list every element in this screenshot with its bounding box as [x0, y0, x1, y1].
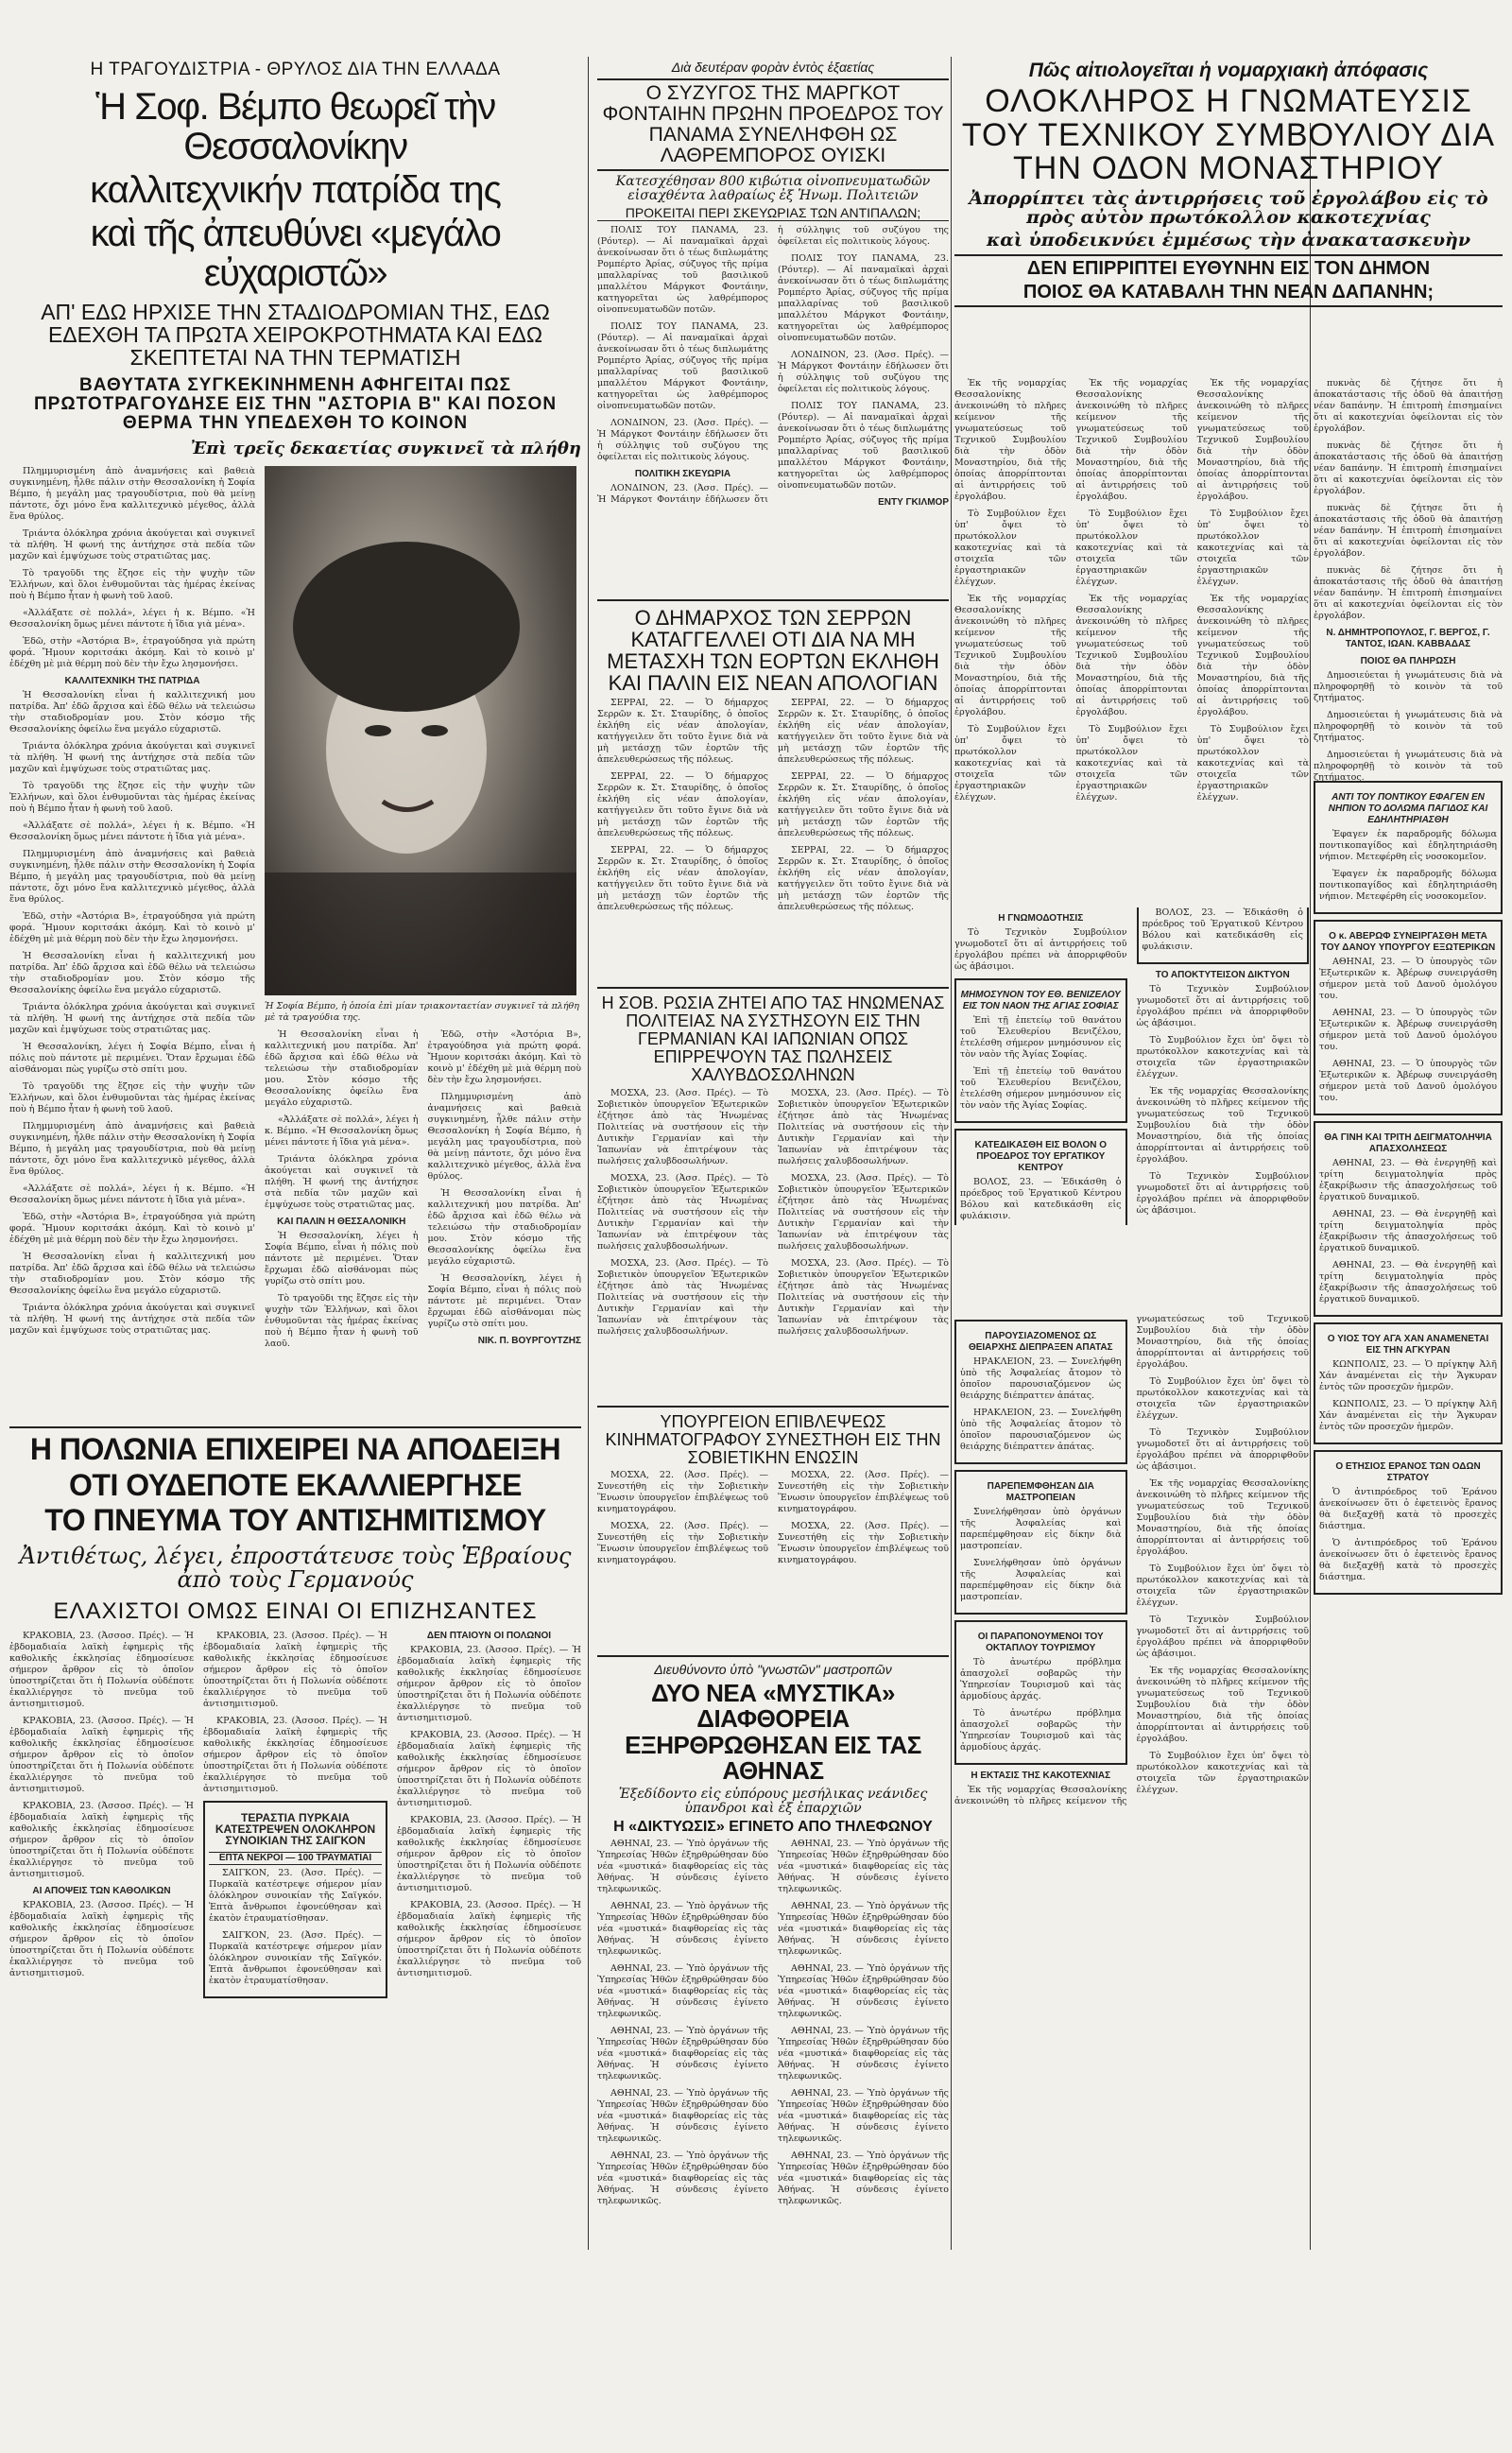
paragraph: ΜΟΣΧΑ, 23. (Ἀσσ. Πρές). — Τὸ Σοβιετικὸν ὑπουργεῖον Ἐξωτερικῶν ἐζήτησε ἀπὸ τὰς Ἡνωμένας Πολιτείας νὰ συστήσουν εἰς τὴν Δυτικὴν Γερμανίαν καὶ τὴν Ἰαπωνίαν νὰ ἐπιτρέψουν τὰς πωλήσεις χαλυβδοσωλήνων.: [778, 1257, 949, 1337]
paragraph: Τὸ Συμβούλιον ἔχει ὑπ' ὄψει τὸ πρωτόκολλον κακοτεχνίας καὶ τὰ στοιχεῖα τῶν ἐργαστηριακῶν ἐλέγχων.: [1136, 1035, 1309, 1080]
paragraph: «Ἀλλάξατε σὲ πολλά», λέγει ἡ κ. Βέμπο. «Ἡ Θεσσαλονίκη ὅμως μένει πάντοτε ἡ ἴδια γιὰ μένα».: [9, 1183, 255, 1206]
paragraph: Συνελήφθησαν ὑπὸ ὀργάνων τῆς Ἀσφαλείας καὶ παρεπέμφθησαν εἰς δίκην διὰ μαστροπείαν.: [960, 1558, 1122, 1602]
paragraph: Ἐκ τῆς νομαρχίας Θεσσαλονίκης ἀνεκοινώθη τὸ πλῆρες κείμενον τῆς γνωματεύσεως τοῦ Τεχνικοῦ Συμβουλίου διὰ τὴν ὁδὸν Μοναστηρίου, διὰ τῆς ὁποίας ἀπορρίπτονται αἱ ἀντιρρήσεις τοῦ ἐργολάβου.: [1075, 378, 1188, 502]
paragraph: πυκνὰς δὲ ζήτησε ὅτι ἡ ἀποκατάστασις τῆς ὁδοῦ θὰ ἀπαιτήσῃ νέαν δαπάνην. Ἡ ἐπιτροπὴ ἐπισημαίνει ὅτι αἱ κακοτεχνίαι ὀφείλονται εἰς τὸν ἐργολάβον.: [1314, 378, 1503, 434]
paragraph: Ἐπὶ τῇ ἐπετείῳ τοῦ θανάτου τοῦ Ἐλευθερίου Βενιζέλου, ἐτελέσθη σήμερον μνημόσυνον εἰς τὸν ναὸν τῆς Ἁγίας Σοφίας.: [960, 1066, 1122, 1111]
subhead: Η ΓΝΩΜΟΔΟΤΗΣΙΣ: [998, 913, 1084, 924]
column-right: [1314, 378, 1503, 1600]
paragraph: ΗΡΑΚΛΕΙΟΝ, 23. — Συνελήφθη ὑπὸ τῆς Ἀσφαλείας ἄτομον τὸ ὁποῖον παρουσιαζόμενον ὡς θειάρχης διέπραττεν ἀπάτας.: [960, 1408, 1122, 1452]
paragraph: Τὸ Τεχνικὸν Συμβούλιον γνωμοδοτεῖ ὅτι αἱ ἀντιρρήσεις τοῦ ἐργολάβου πρέπει νὰ ἀπορριφθοῦν ὡς ἀβάσιμοι.: [954, 927, 1127, 972]
paragraph: Ἐδῶ, στὴν «Ἀστόρια Β», ἐτραγούδησα γιὰ πρώτη φορά. Ἤμουν κοριτσάκι ἀκόμη. Καὶ τὸ κοινὸ μ' ἐδέχθη μὲ μιὰ θέρμη ποὺ δὲν τὴν ἔχω λησμονήσει.: [9, 1212, 255, 1246]
paragraph: Τὸ Συμβούλιον ἔχει ὑπ' ὄψει τὸ πρωτόκολλον κακοτεχνίας καὶ τὰ στοιχεῖα τῶν ἐργαστηριακῶν ἐλέγχων.: [954, 724, 1067, 803]
serres-article: [597, 698, 949, 981]
paragraph: ΑΘΗΝΑΙ, 23. — Ὑπὸ ὀργάνων τῆς Ὑπηρεσίας Ἠθῶν ἐξηρθρώθησαν δύο νέα «μυστικά» διαφθορείας εἰς τὰς Ἀθήνας. Ἡ σύνδεσις ἐγίνετο τηλεφωνικῶς.: [597, 2088, 768, 2145]
saigon-box: [203, 1801, 387, 1998]
monastiriou-deck-1: Ἀπορρίπτει τὰς ἀντιρρήσεις τοῦ ἐργολάβου εἰς τὸ πρὸς αὐτὸν πρωτόκολλον κακοτεχνίας: [969, 188, 1488, 229]
heraklion-headline: ΠΑΡΟΥΣΙΑΖΟΜΕΝΟΣ ΩΣ ΘΕΙΑΡΧΗΣ ΔΙΕΠΡΑΞΕΝ ΑΠΑΤΑΣ: [968, 1331, 1113, 1353]
paragraph: ΜΟΣΧΑ, 22. (Ἀσσ. Πρές). — Συνεστήθη εἰς τὴν Σοβιετικὴν Ἕνωσιν ὑπουργεῖον ἐπιβλέψεως τοῦ κινηματογράφου.: [778, 1470, 949, 1515]
paragraph: Τὸ Τεχνικὸν Συμβούλιον γνωμοδοτεῖ ὅτι αἱ ἀντιρρήσεις τοῦ ἐργολάβου πρέπει νὰ ἀπορριφθοῦν ὡς ἀβάσιμοι.: [1136, 1171, 1309, 1216]
paragraph: Τριάντα ὁλόκληρα χρόνια ἀκούγεται καὶ συγκινεῖ τὰ πλήθη. Ἡ φωνή της ἀντήχησε στὰ πεδία τῶν μαχῶν καὶ ἐμψύχωσε τοὺς στρατιῶτας μας.: [9, 1303, 255, 1337]
paragraph: Τριάντα ὁλόκληρα χρόνια ἀκούγεται καὶ συγκινεῖ τὰ πλήθη. Ἡ φωνή της ἀντήχησε στὰ πεδία τῶν μαχῶν καὶ ἐμψύχωσε τοὺς στρατιῶτας μας.: [9, 528, 255, 562]
paragraph: ΚΩΝΠΟΛΙΣ, 23. — Ὁ πρίγκηψ Ἀλῆ Χάν ἀναμένεται εἰς τὴν Ἄγκυραν ἐντὸς τῶν προσεχῶν ἡμερῶν.: [1319, 1399, 1497, 1432]
poland-headline-3: ΤΟ ΠΝΕΥΜΑ ΤΟΥ ΑΝΤΙΣΗΜΙΤΙΣΜΟΥ: [44, 1503, 546, 1538]
paragraph: ΑΘΗΝΑΙ, 23. — Θὰ ἐνεργηθῇ καὶ τρίτη δειγματοληψία πρὸς ἐξακρίβωσιν τῆς ἀπασχολήσεως τοῦ ἐργατικοῦ δυναμικοῦ.: [1319, 1209, 1497, 1253]
russia-headline: Η ΣΟΒ. ΡΩΣΙΑ ΖΗΤΕΙ ΑΠΟ ΤΑΣ ΗΝΩΜΕΝΑΣ ΠΟΛΙΤΕΙΑΣ ΝΑ ΣΥΣΤΗΣΟΥΝ ΕΙΣ ΤΗΝ ΓΕΡΜΑΝΙΑΝ ΚΑΙ ΙΑΠΩΝΙΑΝ ΟΠΩΣ ΕΠΙΡΡΕΨΟΥΝ ΤΑΣ ΠΩΛΗΣΕΙΣ ΧΑΛΥΒΔΟΣΩΛΗΝΩΝ: [601, 993, 945, 1084]
paragraph: Ἐπὶ τῇ ἐπετείῳ τοῦ θανάτου τοῦ Ἐλευθερίου Βενιζέλου, ἐτελέσθη σήμερον μνημόσυνον εἰς τὸν ναὸν τῆς Ἁγίας Σοφίας.: [960, 1015, 1122, 1060]
pontic-headline: ΑΝΤΙ ΤΟΥ ΠΟΝΤΙΚΟΥ ΕΦΑΓΕΝ ΕΝ ΝΗΠΙΟΝ ΤΟ ΔΟΛΩΜΑ ΠΑΓΙΔΟΣ ΚΑΙ ΕΔΗΛΗΤΗΡΙΑΣΘΗ: [1328, 792, 1488, 825]
column-monastiriou-body: [954, 378, 1309, 2221]
paragraph: Ἡ Θεσσαλονίκη, λέγει ἡ Σοφία Βέμπο, εἶναι ἡ πόλις ποὺ πάντοτε μὲ περιμένει. Ὅταν ἔρχωμαι ἐδῶ αἰσθάνομαι πὼς γυρίζω στὸ σπίτι μου.: [265, 1231, 419, 1287]
paragraph: ΑΘΗΝΑΙ, 23. — Ὑπὸ ὀργάνων τῆς Ὑπηρεσίας Ἠθῶν ἐξηρθρώθησαν δύο νέα «μυστικά» διαφθορείας εἰς τὰς Ἀθήνας. Ἡ σύνδεσις ἐγίνετο τηλεφωνικῶς.: [597, 1901, 768, 1958]
vembo-body-left: [9, 466, 255, 1342]
poland-headline-1: Η ΠΟΛΩΝΙΑ ΕΠΙΧΕΙΡΕΙ ΝΑ ΑΠΟΔΕΙΞΗ: [29, 1432, 561, 1467]
monastiriou-headline: ΟΛΟΚΛΗΡΟΣ Η ΓΝΩΜΑΤΕΥΣΙΣ ΤΟΥ ΤΕΧΝΙΚΟΥ ΣΥΜΒΟΥΛΙΟΥ ΔΙΑ ΤΗΝ ΟΔΟΝ ΜΟΝΑΣΤΗΡΙΟΥ: [961, 83, 1496, 187]
search-headline: ΘΑ ΓΙΝΗ ΚΑΙ ΤΡΙΤΗ ΔΕΙΓΜΑΤΟΛΗΨΙΑ ΑΠΑΣΧΟΛΗΣΕΩΣ: [1324, 1132, 1492, 1154]
paragraph: ΜΟΣΧΑ, 23. (Ἀσσ. Πρές). — Τὸ Σοβιετικὸν ὑπουργεῖον Ἐξωτερικῶν ἐζήτησε ἀπὸ τὰς Ἡνωμένας Πολιτείας νὰ συστήσουν εἰς τὴν Δυτικὴν Γερμανίαν καὶ τὴν Ἰαπωνίαν νὰ ἐπιτρέψουν τὰς πωλήσεις χαλυβδοσωλήνων.: [597, 1257, 768, 1337]
paragraph: Ἐκ τῆς νομαρχίας Θεσσαλονίκης ἀνεκοινώθη τὸ πλῆρες κείμενον τῆς γνωματεύσεως τοῦ Τεχνικοῦ Συμβουλίου διὰ τὴν ὁδὸν Μοναστηρίου, διὰ τῆς ὁποίας ἀπορρίπτονται αἱ ἀντιρρήσεις τοῦ ἐργολάβου.: [954, 1314, 1309, 1806]
vembo-body-right: [265, 1029, 581, 1352]
column-divider: [588, 57, 589, 2250]
paragraph: Τὸ ἀνωτέρω πρόβλημα ἀπασχολεῖ σοβαρῶς τὴν Ὑπηρεσίαν Τουρισμοῦ καὶ τὰς ἀρμοδίους ἀρχάς.: [960, 1657, 1122, 1702]
panama-headline: Ο ΣΥΖΥΓΟΣ ΤΗΣ ΜΑΡΓΚΟΤ ΦΟΝΤΑΙΗΝ ΠΡΩΗΝ ΠΡΟΕΔΡΟΣ ΤΟΥ ΠΑΝΑΜΑ ΣΥΝΕΛΗΦΘΗ ΩΣ ΛΑΘΡΕΜΠΟΡΟΣ ΟΥΙΣΚΙ: [597, 78, 949, 171]
paragraph: ΣΕΡΡΑΙ, 22. — Ὁ δήμαρχος Σερρῶν κ. Στ. Σταυρίδης, ὁ ὁποῖος ἐκλήθη εἰς νέαν ἀπολογίαν, κατήγγειλεν ὅτι τοῦτο ἔγινε διὰ νὰ μὴ μετάσχῃ τῶν ἑορτῶν τῆς ἀπελευθερώσεως τῆς πόλεως.: [597, 771, 768, 839]
paragraph: Ἐδῶ, στὴν «Ἀστόρια Β», ἐτραγούδησα γιὰ πρώτη φορά. Ἤμουν κοριτσάκι ἀκόμη. Καὶ τὸ κοινὸ μ' ἐδέχθη μὲ μιὰ θέρμη ποὺ δὲν τὴν ἔχω λησμονήσει.: [427, 1029, 581, 1086]
volos-headline: ΚΑΤΕΔΙΚΑΣΘΗ ΕΙΣ ΒΟΛΟΝ Ο ΠΡΟΕΔΡΟΣ ΤΟΥ ΕΡΓΑΤΙΚΟΥ ΚΕΝΤΡΟΥ: [974, 1140, 1107, 1173]
poland-article: [9, 1631, 581, 2160]
paragraph: Τὸ τραγοῦδι της ἔζησε εἰς τὴν ψυχὴν τῶν Ἑλλήνων, καὶ ὅλοι ἐνθυμοῦνται τὰς ἡμέρας ἐκείνας ποὺ ἡ Βέμπο ἦταν ἡ φωνὴ τοῦ λαοῦ.: [265, 1293, 419, 1350]
paragraph: ΜΟΣΧΑ, 22. (Ἀσσ. Πρές). — Συνεστήθη εἰς τὴν Σοβιετικὴν Ἕνωσιν ὑπουργεῖον ἐπιβλέψεως τοῦ κινηματογράφου.: [597, 1470, 768, 1515]
paragraph: ΚΡΑΚΟΒΙΑ, 23. (Ἀσσοσ. Πρές). — Ἡ ἑβδομαδιαία λαϊκὴ ἐφημερὶς τῆς καθολικῆς ἐκκλησίας ἐδημοσίευσε σήμερον ἄρθρον εἰς τὸ ὁποῖον ὑποστηρίζεται ὅτι ἡ Πολωνία οὐδέποτε ἐκαλλιέργησε τὸ πνεῦμα τοῦ ἀντισημιτισμοῦ.: [9, 1716, 194, 1795]
subhead: ΚΑΙ ΠΑΛΙΝ Η ΘΕΣΣΑΛΟΝΙΚΗ: [277, 1217, 406, 1228]
paragraph: Ἡ Θεσσαλονίκη εἶναι ἡ καλλιτεχνική μου πατρίδα. Ἀπ' ἐδῶ ἄρχισα καὶ ἐδῶ θέλω νὰ τελειώσω τὴν σταδιοδρομίαν μου. Στὸν κόσμο τῆς Θεσσαλονίκης ὀφείλω ἕνα μεγάλο εὐχαριστῶ.: [427, 1188, 581, 1268]
paragraph: «Ἀλλάξατε σὲ πολλά», λέγει ἡ κ. Βέμπο. «Ἡ Θεσσαλονίκη ὅμως μένει πάντοτε ἡ ἴδια γιὰ μένα».: [9, 608, 255, 631]
paragraph: ΜΟΣΧΑ, 22. (Ἀσσ. Πρές). — Συνεστήθη εἰς τὴν Σοβιετικὴν Ἕνωσιν ὑπουργεῖον ἐπιβλέψεως τοῦ κινηματογράφου.: [778, 1521, 949, 1566]
paragraph: Ἐκ τῆς νομαρχίας Θεσσαλονίκης ἀνεκοινώθη τὸ πλῆρες κείμενον τῆς γνωματεύσεως τοῦ Τεχνικοῦ Συμβουλίου διὰ τὴν ὁδὸν Μοναστηρίου, διὰ τῆς ὁποίας ἀπορρίπτονται αἱ ἀντιρρήσεις τοῦ ἐργολάβου.: [1136, 1086, 1309, 1165]
paragraph: ΒΟΛΟΣ, 23. — Ἐδικάσθη ὁ πρόεδρος τοῦ Ἐργατικοῦ Κέντρου Βόλου καὶ κατεδικάσθη εἰς φυλάκισιν.: [960, 1177, 1122, 1221]
search-box: [1314, 1121, 1503, 1317]
monastiriou-deck-2: καὶ ὑποδεικνύει ἐμμέσως τὴν ἀνακατασκευὴν: [986, 229, 1471, 250]
film-headline: ΥΠΟΥΡΓΕΙΟΝ ΕΠΙΒΛΕΨΕΩΣ ΚΙΝΗΜΑΤΟΓΡΑΦΟΥ ΣΥΝΕΣΤΗΘΗ ΕΙΣ ΤΗΝ ΣΟΒΙΕΤΙΚΗΝ ΕΝΩΣΙΝ: [605, 1411, 941, 1467]
pontic-box: [1314, 781, 1503, 914]
paragraph: Ἡ Θεσσαλονίκη εἶναι ἡ καλλιτεχνική μου πατρίδα. Ἀπ' ἐδῶ ἄρχισα καὶ ἐδῶ θέλω νὰ τελειώσω τὴν σταδιοδρομίαν μου. Στὸν κόσμο τῆς Θεσσαλονίκης ὀφείλω ἕνα μεγάλο εὐχαριστῶ.: [9, 951, 255, 996]
paragraph: ΚΡΑΚΟΒΙΑ, 23. (Ἀσσοσ. Πρές). — Ἡ ἑβδομαδιαία λαϊκὴ ἐφημερὶς τῆς καθολικῆς ἐκκλησίας ἐδημοσίευσε σήμερον ἄρθρον εἰς τὸ ὁποῖον ὑποστηρίζεται ὅτι ἡ Πολωνία οὐδέποτε ἐκαλλιέργησε τὸ πνεῦμα τοῦ ἀντισημιτισμοῦ.: [397, 1815, 581, 1894]
mystika-headline: ΔΥΟ ΝΕΑ «ΜΥΣΤΙΚΑ» ΔΙΑΦΘΟΡΕΙΑ ΕΞΗΡΘΡΩΘΗΣΑΝ ΕΙΣ ΤΑΣ ΑΘΗΝΑΣ: [625, 1679, 921, 1786]
pimp-box: [954, 1470, 1127, 1615]
paragraph: ΑΘΗΝΑΙ, 23. — Ὑπὸ ὀργάνων τῆς Ὑπηρεσίας Ἠθῶν ἐξηρθρώθησαν δύο νέα «μυστικά» διαφθορείας εἰς τὰς Ἀθήνας. Ἡ σύνδεσις ἐγίνετο τηλεφωνικῶς.: [778, 2026, 949, 2082]
paragraph: Τὸ Τεχνικὸν Συμβούλιον γνωμοδοτεῖ ὅτι αἱ ἀντιρρήσεις τοῦ ἐργολάβου πρέπει νὰ ἀπορριφθοῦν ὡς ἀβάσιμοι.: [1136, 984, 1309, 1028]
fund-headline: Ο ΕΤΗΣΙΟΣ ΕΡΑΝΟΣ ΤΩΝ ΟΔΩΝ ΣΤΡΑΤΟΥ: [1335, 1461, 1481, 1483]
tourism-headline: ΟΙ ΠΑΡΑΠΟΝΟΥΜΕΝΟΙ ΤΟΥ ΟΚΤΑΠΛΟΥ ΤΟΥΡΙΣΜΟΥ: [977, 1632, 1104, 1653]
subhead: ΑΙ ΑΠΟΨΕΙΣ ΤΩΝ ΚΑΘΟΛΙΚΩΝ: [32, 1886, 171, 1897]
paragraph: Τὸ Συμβούλιον ἔχει ὑπ' ὄψει τὸ πρωτόκολλον κακοτεχνίας καὶ τὰ στοιχεῖα τῶν ἐργαστηριακῶν ἐλέγχων.: [954, 509, 1067, 587]
paragraph: Ἡ Θεσσαλονίκη, λέγει ἡ Σοφία Βέμπο, εἶναι ἡ πόλις ποὺ πάντοτε μὲ περιμένει. Ὅταν ἔρχωμαι ἐδῶ αἰσθάνομαι πὼς γυρίζω στὸ σπίτι μου.: [9, 1042, 255, 1076]
paragraph: ΠΟΛΙΣ ΤΟΥ ΠΑΝΑΜΑ, 23. (Ρόυτερ). — Αἱ παναμαϊκαὶ ἀρχαὶ ἀνεκοίνωσαν ὅτι ὁ τέως διπλωμάτης Ρομπέρτο Ἀρίας, σύζυγος τῆς πρίμα μπαλλαρίνας τοῦ βασιλικοῦ μπαλλέτου Μάργκοτ Φοντάιην, κατηγορεῖται ὡς λαθρέμπορος οἰνοπνευματωδῶν ποτῶν.: [597, 224, 768, 315]
monastiriou-deck-4: ΠΟΙΟΣ ΘΑ ΚΑΤΑΒΑΛΗ ΤΗΝ ΝΕΑΝ ΔΑΠΑΝΗΝ;: [954, 283, 1503, 307]
paragraph: ΠΟΛΙΣ ΤΟΥ ΠΑΝΑΜΑ, 23. (Ρόυτερ). — Αἱ παναμαϊκαὶ ἀρχαὶ ἀνεκοίνωσαν ὅτι ὁ τέως διπλωμάτης Ρομπέρτο Ἀρίας, σύζυγος τῆς πρίμα μπαλλαρίνας τοῦ βασιλικοῦ μπαλλέτου Μάργκοτ Φοντάιην, κατηγορεῖται ὡς λαθρέμπορος οἰνοπνευματωδῶν ποτῶν.: [778, 400, 949, 491]
paragraph: Ἡ Θεσσαλονίκη εἶναι ἡ καλλιτεχνική μου πατρίδα. Ἀπ' ἐδῶ ἄρχισα καὶ ἐδῶ θέλω νὰ τελειώσω τὴν σταδιοδρομίαν μου. Στὸν κόσμο τῆς Θεσσαλονίκης ὀφείλω ἕνα μεγάλο εὐχαριστῶ.: [9, 1252, 255, 1297]
monastiriou-deck-3: ΔΕΝ ΕΠΙΡΡΙΠΤΕΙ ΕΥΘΥΝΗΝ ΕΙΣ ΤΟΝ ΔΗΜΟΝ: [954, 254, 1503, 279]
poland-deck-1: Ἀντιθέτως, λέγει, ἐπροστάτευσε τοὺς Ἑβραίους ἀπὸ τοὺς Γερμανούς: [19, 1542, 572, 1594]
paragraph: ΑΘΗΝΑΙ, 23. — Θὰ ἐνεργηθῇ καὶ τρίτη δειγματοληψία πρὸς ἐξακρίβωσιν τῆς ἀπασχολήσεως τοῦ ἐργατικοῦ δυναμικοῦ.: [1319, 1260, 1497, 1304]
paragraph: Τὸ Συμβούλιον ἔχει ὑπ' ὄψει τὸ πρωτόκολλον κακοτεχνίας καὶ τὰ στοιχεῖα τῶν ἐργαστηριακῶν ἐλέγχων.: [1136, 1563, 1309, 1608]
monastiriou-article: [954, 378, 1309, 907]
panama-deck: Κατεσχέθησαν 800 κιβώτια οἰνοπνευματωδῶν εἰσαχθέντα λαθραίως ἐξ Ἡνωμ. Πολιτειῶν: [615, 173, 931, 203]
monastiriou-lower: [954, 1314, 1309, 2221]
panama-kicker: Διὰ δευτέραν φορὰν ἐντὸς ἑξαετίας: [671, 60, 875, 75]
paragraph: ΜΟΣΧΑ, 23. (Ἀσσ. Πρές). — Τὸ Σοβιετικὸν ὑπουργεῖον Ἐξωτερικῶν ἐζήτησε ἀπὸ τὰς Ἡνωμένας Πολιτείας νὰ συστήσουν εἰς τὴν Δυτικὴν Γερμανίαν καὶ τὴν Ἰαπωνίαν νὰ ἐπιτρέψουν τὰς πωλήσεις χαλυβδοσωλήνων.: [597, 1087, 768, 1166]
paragraph: ΑΘΗΝΑΙ, 23. — Θὰ ἐνεργηθῇ καὶ τρίτη δειγματοληψία πρὸς ἐξακρίβωσιν τῆς ἀπασχολήσεως τοῦ ἐργατικοῦ δυναμικοῦ.: [1319, 1158, 1497, 1202]
paragraph: ΑΘΗΝΑΙ, 23. — Ὁ ὑπουργὸς τῶν Ἐξωτερικῶν κ. Ἀβέρωφ συνειργάσθη σήμερον μετὰ τοῦ Δανοῦ ὁμολόγου του.: [1319, 957, 1497, 1001]
paragraph: ΣΕΡΡΑΙ, 22. — Ὁ δήμαρχος Σερρῶν κ. Στ. Σταυρίδης, ὁ ὁποῖος ἐκλήθη εἰς νέαν ἀπολογίαν, κατήγγειλεν ὅτι τοῦτο ἔγινε διὰ νὰ μὴ μετάσχῃ τῶν ἑορτῶν τῆς ἀπελευθερώσεως τῆς πόλεως.: [597, 845, 768, 913]
paragraph: Ἐφαγεν ἐκ παραδρομῆς δόλωμα ποντικοπαγίδος καὶ ἐδηλητηριάσθη νήπιον. Μετεφέρθη εἰς νοσοκομεῖον.: [1319, 869, 1497, 902]
paragraph: Τὸ Συμβούλιον ἔχει ὑπ' ὄψει τὸ πρωτόκολλον κακοτεχνίας καὶ τὰ στοιχεῖα τῶν ἐργαστηριακῶν ἐλέγχων.: [1196, 724, 1309, 803]
paragraph: Τὸ Συμβούλιον ἔχει ὑπ' ὄψει τὸ πρωτόκολλον κακοτεχνίας καὶ τὰ στοιχεῖα τῶν ἐργαστηριακῶν ἐλέγχων.: [1136, 1376, 1309, 1421]
photo-caption: Ἡ Σοφία Βέμπο, ἡ ὁποία ἐπὶ μίαν τριακονταετίαν συγκινεῖ τὰ πλήθη μὲ τὰ τραγούδια της.: [265, 1001, 579, 1024]
paragraph: ΚΡΑΚΟΒΙΑ, 23. (Ἀσσοσ. Πρές). — Ἡ ἑβδομαδιαία λαϊκὴ ἐφημερὶς τῆς καθολικῆς ἐκκλησίας ἐδημοσίευσε σήμερον ἄρθρον εἰς τὸ ὁποῖον ὑποστηρίζεται ὅτι ἡ Πολωνία οὐδέποτε ἐκαλλιέργησε τὸ πνεῦμα τοῦ ἀντισημιτισμοῦ.: [203, 1716, 387, 1795]
saigon-headline: ΤΕΡΑΣΤΙΑ ΠΥΡΚΑΙΑ ΚΑΤΕΣΤΡΕΨΕΝ ΟΛΟΚΛΗΡΟΝ ΣΥΝΟΙΚΙΑΝ ΤΗΣ ΣΑΙΓΚΟΝ: [215, 1811, 376, 1848]
paragraph: πυκνὰς δὲ ζήτησε ὅτι ἡ ἀποκατάστασις τῆς ὁδοῦ θὰ ἀπαιτήσῃ νέαν δαπάνην. Ἡ ἐπιτροπὴ ἐπισημαίνει ὅτι αἱ κακοτεχνίαι ὀφείλονται εἰς τὸν ἐργολάβον.: [1314, 503, 1503, 559]
paragraph: ΑΘΗΝΑΙ, 23. — Ὑπὸ ὀργάνων τῆς Ὑπηρεσίας Ἠθῶν ἐξηρθρώθησαν δύο νέα «μυστικά» διαφθορείας εἰς τὰς Ἀθήνας. Ἡ σύνδεσις ἐγίνετο τηλεφωνικῶς.: [597, 1963, 768, 2020]
vembo-deck-3: Ἐπὶ τρεῖς δεκαετίας συγκινεῖ τὰ πλήθη: [190, 439, 581, 459]
paragraph: Τριάντα ὁλόκληρα χρόνια ἀκούγεται καὶ συγκινεῖ τὰ πλήθη. Ἡ φωνή της ἀντήχησε στὰ πεδία τῶν μαχῶν καὶ ἐμψύχωσε τοὺς στρατιῶτας μας.: [265, 1154, 419, 1211]
paragraph: πυκνὰς δὲ ζήτησε ὅτι ἡ ἀποκατάστασις τῆς ὁδοῦ θὰ ἀπαιτήσῃ νέαν δαπάνην. Ἡ ἐπιτροπὴ ἐπισημαίνει ὅτι αἱ κακοτεχνίαι ὀφείλονται εἰς τὸν ἐργολάβον.: [1314, 441, 1503, 496]
vembo-article: [9, 466, 581, 1421]
paragraph: Πλημμυρισμένη ἀπὸ ἀναμνήσεις καὶ βαθειὰ συγκινημένη, ἦλθε πάλιν στὴν Θεσσαλονίκη ἡ Σοφία Βέμπο, ἡ μεγάλη μας τραγουδίστρια, ποὺ θὰ μείνῃ πάντοτε, ὄχι μόνο ἕνα καλλιτεχνικὸ μέγεθος, ἀλλὰ ἕνα θρύλος.: [427, 1092, 581, 1183]
paragraph: Ἡ Θεσσαλονίκη εἶναι ἡ καλλιτεχνική μου πατρίδα. Ἀπ' ἐδῶ ἄρχισα καὶ ἐδῶ θέλω νὰ τελειώσω τὴν σταδιοδρομίαν μου. Στὸν κόσμο τῆς Θεσσαλονίκης ὀφείλω ἕνα μεγάλο εὐχαριστῶ.: [265, 1029, 419, 1109]
paragraph: Ἐκ τῆς νομαρχίας Θεσσαλονίκης ἀνεκοινώθη τὸ πλῆρες κείμενον τῆς γνωματεύσεως τοῦ Τεχνικοῦ Συμβουλίου διὰ τὴν ὁδὸν Μοναστηρίου, διὰ τῆς ὁποίας ἀπορρίπτονται αἱ ἀντιρρήσεις τοῦ ἐργολάβου.: [1196, 378, 1309, 502]
paragraph: ΜΟΣΧΑ, 23. (Ἀσσ. Πρές). — Τὸ Σοβιετικὸν ὑπουργεῖον Ἐξωτερικῶν ἐζήτησε ἀπὸ τὰς Ἡνωμένας Πολιτείας νὰ συστήσουν εἰς τὴν Δυτικὴν Γερμανίαν καὶ τὴν Ἰαπωνίαν νὰ ἐπιτρέψουν τὰς πωλήσεις χαλυβδοσωλήνων.: [778, 1172, 949, 1252]
paragraph: ΜΟΣΧΑ, 23. (Ἀσσ. Πρές). — Τὸ Σοβιετικὸν ὑπουργεῖον Ἐξωτερικῶν ἐζήτησε ἀπὸ τὰς Ἡνωμένας Πολιτείας νὰ συστήσουν εἰς τὴν Δυτικὴν Γερμανίαν καὶ τὴν Ἰαπωνίαν νὰ ἐπιτρέψουν τὰς πωλήσεις χαλυβδοσωλήνων.: [597, 1172, 768, 1252]
paragraph: ΑΘΗΝΑΙ, 23. — Ὑπὸ ὀργάνων τῆς Ὑπηρεσίας Ἠθῶν ἐξηρθρώθησαν δύο νέα «μυστικά» διαφθορείας εἰς τὰς Ἀθήνας. Ἡ σύνδεσις ἐγίνετο τηλεφωνικῶς.: [597, 2026, 768, 2082]
paragraph: ΑΘΗΝΑΙ, 23. — Ὑπὸ ὀργάνων τῆς Ὑπηρεσίας Ἠθῶν ἐξηρθρώθησαν δύο νέα «μυστικά» διαφθορείας εἰς τὰς Ἀθήνας. Ἡ σύνδεσις ἐγίνετο τηλεφωνικῶς.: [778, 2151, 949, 2207]
paragraph: Δημοσιεύεται ἡ γνωμάτευσις διὰ νὰ πληροφορηθῇ τὸ κοινὸν τὰ τοῦ ζητήματος.: [1314, 750, 1503, 783]
paragraph: ΣΑΙΓΚΟΝ, 23. (Ἀσσ. Πρές). — Πυρκαϊὰ κατέστρεψε σήμερον μίαν ὁλόκληρον συνοικίαν τῆς Σαϊγκόν. Ἑπτὰ ἄνθρωποι ἐφονεύθησαν καὶ ἑκατὸν ἐτραυματίσθησαν.: [209, 1868, 382, 1925]
paragraph: Πλημμυρισμένη ἀπὸ ἀναμνήσεις καὶ βαθειὰ συγκινημένη, ἦλθε πάλιν στὴν Θεσσαλονίκη ἡ Σοφία Βέμπο, ἡ μεγάλη μας τραγουδίστρια, ποὺ θὰ μείνῃ πάντοτε, ὄχι μόνο ἕνα καλλιτεχνικὸ μέγεθος, ἀλλὰ ἕνα θρύλος.: [9, 1121, 255, 1178]
vembo-photo-block: [265, 466, 581, 1352]
serres-headline: Ο ΔΗΜΑΡΧΟΣ ΤΩΝ ΣΕΡΡΩΝ ΚΑΤΑΓΓΕΛΛΕΙ ΟΤΙ ΔΙΑ ΝΑ ΜΗ ΜΕΤΑΣΧΗ ΤΩΝ ΕΟΡΤΩΝ ΕΚΛΗΘΗ ΚΑΙ ΠΑΛΙΝ ΕΙΣ ΝΕΑΝ ΑΠΟΛΟΓΙΑΝ: [607, 605, 939, 696]
paragraph: ΣΕΡΡΑΙ, 22. — Ὁ δήμαρχος Σερρῶν κ. Στ. Σταυρίδης, ὁ ὁποῖος ἐκλήθη εἰς νέαν ἀπολογίαν, κατήγγειλεν ὅτι τοῦτο ἔγινε διὰ νὰ μὴ μετάσχῃ τῶν ἑορτῶν τῆς ἀπελευθερώσεως τῆς πόλεως.: [778, 771, 949, 839]
paragraph: Δημοσιεύεται ἡ γνωμάτευσις διὰ νὰ πληροφορηθῇ τὸ κοινὸν τὰ τοῦ ζητήματος.: [1314, 710, 1503, 743]
paragraph: Ἐδῶ, στὴν «Ἀστόρια Β», ἐτραγούδησα γιὰ πρώτη φορά. Ἤμουν κοριτσάκι ἀκόμη. Καὶ τὸ κοινὸ μ' ἐδέχθη μὲ μιὰ θέρμη ποὺ δὲν τὴν ἔχω λησμονήσει.: [9, 911, 255, 945]
averof-box: [1314, 920, 1503, 1115]
paragraph: Ἡ Θεσσαλονίκη εἶναι ἡ καλλιτεχνική μου πατρίδα. Ἀπ' ἐδῶ ἄρχισα καὶ ἐδῶ θέλω νὰ τελειώσω τὴν σταδιοδρομίαν μου. Στὸν κόσμο τῆς Θεσσαλονίκης ὀφείλω ἕνα μεγάλο εὐχαριστῶ.: [9, 690, 255, 735]
column-divider: [1310, 123, 1311, 2250]
byline: ΝΙΚ. Π. ΒΟΥΡΓΟΥΤΖΗΣ: [477, 1336, 581, 1347]
paragraph: Ἐκ τῆς νομαρχίας Θεσσαλονίκης ἀνεκοινώθη τὸ πλῆρες κείμενον τῆς γνωματεύσεως τοῦ Τεχνικοῦ Συμβουλίου διὰ τὴν ὁδὸν Μοναστηρίου, διὰ τῆς ὁποίας ἀπορρίπτονται αἱ ἀντιρρήσεις τοῦ ἐργολάβου.: [1075, 594, 1188, 717]
byline: ΕΝΤΥ ΓΚΙΛΜΟΡ: [878, 496, 949, 508]
portrait-illustration: [265, 466, 576, 995]
paragraph: ΚΡΑΚΟΒΙΑ, 23. (Ἀσσοσ. Πρές). — Ἡ ἑβδομαδιαία λαϊκὴ ἐφημερὶς τῆς καθολικῆς ἐκκλησίας ἐδημοσίευσε σήμερον ἄρθρον εἰς τὸ ὁποῖον ὑποστηρίζεται ὅτι ἡ Πολωνία οὐδέποτε ἐκαλλιέργησε τὸ πνεῦμα τοῦ ἀντισημιτισμοῦ.: [397, 1900, 581, 1979]
poland-headline-2: ΟΤΙ ΟΥΔΕΠΟΤΕ ΕΚΑΛΛΙΕΡΓΗΣΕ: [69, 1467, 522, 1502]
vembo-headline-2: καλλιτεχνικήν πατρίδα της: [90, 168, 501, 211]
paragraph: Ἐδῶ, στὴν «Ἀστόρια Β», ἐτραγούδησα γιὰ πρώτη φορά. Ἤμουν κοριτσάκι ἀκόμη. Καὶ τὸ κοινὸ μ' ἐδέχθη μὲ μιὰ θέρμη ποὺ δὲν τὴν ἔχω λησμονήσει.: [9, 636, 255, 670]
paragraph: ΚΡΑΚΟΒΙΑ, 23. (Ἀσσοσ. Πρές). — Ἡ ἑβδομαδιαία λαϊκὴ ἐφημερὶς τῆς καθολικῆς ἐκκλησίας ἐδημοσίευσε σήμερον ἄρθρον εἰς τὸ ὁποῖον ὑποστηρίζεται ὅτι ἡ Πολωνία οὐδέποτε ἐκαλλιέργησε τὸ πνεῦμα τοῦ ἀντισημιτισμοῦ.: [397, 1730, 581, 1809]
paragraph: ΑΘΗΝΑΙ, 23. — Ὁ ὑπουργὸς τῶν Ἐξωτερικῶν κ. Ἀβέρωφ συνειργάσθη σήμερον μετὰ τοῦ Δανοῦ ὁμολόγου του.: [1319, 1008, 1497, 1052]
paragraph: Ἐκ τῆς νομαρχίας Θεσσαλονίκης ἀνεκοινώθη τὸ πλῆρες κείμενον τῆς γνωματεύσεως τοῦ Τεχνικοῦ Συμβουλίου διὰ τὴν ὁδὸν Μοναστηρίου, διὰ τῆς ὁποίας ἀπορρίπτονται αἱ ἀντιρρήσεις τοῦ ἐργολάβου.: [954, 378, 1067, 502]
paragraph: Τριάντα ὁλόκληρα χρόνια ἀκούγεται καὶ συγκινεῖ τὰ πλήθη. Ἡ φωνή της ἀντήχησε στὰ πεδία τῶν μαχῶν καὶ ἐμψύχωσε τοὺς στρατιῶτας μας.: [9, 1002, 255, 1036]
subhead: ΠΟΛΙΤΙΚΗ ΣΚΕΥΩΡΙΑ: [634, 468, 731, 479]
paragraph: ΑΘΗΝΑΙ, 23. — Ὑπὸ ὀργάνων τῆς Ὑπηρεσίας Ἠθῶν ἐξηρθρώθησαν δύο νέα «μυστικά» διαφθορείας εἰς τὰς Ἀθήνας. Ἡ σύνδεσις ἐγίνετο τηλεφωνικῶς.: [778, 1963, 949, 2020]
pimp-headline: ΠΑΡΕΠΕΜΦΘΗΣΑΝ ΔΙΑ ΜΑΣΤΡΟΠΕΙΑΝ: [987, 1481, 1094, 1503]
tourism-box: [954, 1620, 1127, 1765]
paragraph: ΑΘΗΝΑΙ, 23. — Ὁ ὑπουργὸς τῶν Ἐξωτερικῶν κ. Ἀβέρωφ συνειργάσθη σήμερον μετὰ τοῦ Δανοῦ ὁμολόγου του.: [1319, 1059, 1497, 1103]
sofia-headline: ΜΗΜΟΣΥΝΟΝ ΤΟΥ ΕΘ. ΒΕΝΙΖΕΛΟΥ ΕΙΣ ΤΟΝ ΝΑΟΝ ΤΗΣ ΑΓΙΑΣ ΣΟΦΙΑΣ: [960, 990, 1121, 1011]
paragraph: Τὸ Συμβούλιον ἔχει ὑπ' ὄψει τὸ πρωτόκολλον κακοτεχνίας καὶ τὰ στοιχεῖα τῶν ἐργαστηριακῶν ἐλέγχων.: [1196, 509, 1309, 587]
averof-headline: Ο κ. ΑΒΕΡΩΦ ΣΥΝΕΙΡΓΑΣΘΗ ΜΕΤΑ ΤΟΥ ΔΑΝΟΥ ΥΠΟΥΡΓΟΥ ΕΞΩΤΕΡΙΚΩΝ: [1320, 931, 1496, 953]
divider: [9, 1426, 581, 1428]
paragraph: ΚΡΑΚΟΒΙΑ, 23. (Ἀσσοσ. Πρές). — Ἡ ἑβδομαδιαία λαϊκὴ ἐφημερὶς τῆς καθολικῆς ἐκκλησίας ἐδημοσίευσε σήμερον ἄρθρον εἰς τὸ ὁποῖον ὑποστηρίζεται ὅτι ἡ Πολωνία οὐδέποτε ἐκαλλιέργησε τὸ πνεῦμα τοῦ ἀντισημιτισμοῦ.: [397, 1645, 581, 1724]
column-divider: [951, 57, 952, 2250]
paragraph: ΜΟΣΧΑ, 23. (Ἀσσ. Πρές). — Τὸ Σοβιετικὸν ὑπουργεῖον Ἐξωτερικῶν ἐζήτησε ἀπὸ τὰς Ἡνωμένας Πολιτείας νὰ συστήσουν εἰς τὴν Δυτικὴν Γερμανίαν καὶ τὴν Ἰαπωνίαν νὰ ἐπιτρέψουν τὰς πωλήσεις χαλυβδοσωλήνων.: [778, 1087, 949, 1166]
poland-deck-2: ΕΛΑΧΙΣΤΟΙ ΟΜΩΣ ΕΙΝΑΙ ΟΙ ΕΠΙΖΗΣΑΝΤΕΣ: [53, 1598, 538, 1625]
paragraph: Τὸ Συμβούλιον ἔχει ὑπ' ὄψει τὸ πρωτόκολλον κακοτεχνίας καὶ τὰ στοιχεῖα τῶν ἐργαστηριακῶν ἐλέγχων.: [1136, 1751, 1309, 1795]
paragraph: Ἐφαγεν ἐκ παραδρομῆς δόλωμα ποντικοπαγίδος καὶ ἐδηλητηριάσθη νήπιον. Μετεφέρθη εἰς νοσοκομεῖον.: [1319, 829, 1497, 862]
paragraph: Ὁ ἀντιπρόεδρος τοῦ Ἐράνου ἀνεκοίνωσεν ὅτι ὁ ἐφετεινὸς ἔρανος θὰ διεξαχθῇ κατὰ τὸ προσεχὲς διάστημα.: [1319, 1538, 1497, 1582]
paragraph: Τριάντα ὁλόκληρα χρόνια ἀκούγεται καὶ συγκινεῖ τὰ πλήθη. Ἡ φωνή της ἀντήχησε στὰ πεδία τῶν μαχῶν καὶ ἐμψύχωσε τοὺς στρατιῶτας μας.: [9, 741, 255, 775]
paragraph: πυκνὰς δὲ ζήτησε ὅτι ἡ ἀποκατάστασις τῆς ὁδοῦ θὰ ἀπαιτήσῃ νέαν δαπάνην. Ἡ ἐπιτροπὴ ἐπισημαίνει ὅτι αἱ κακοτεχνίαι ὀφείλονται εἰς τὸν ἐργολάβον.: [1314, 565, 1503, 621]
sofia-box: [954, 978, 1127, 1123]
paragraph: ΠΟΛΙΣ ΤΟΥ ΠΑΝΑΜΑ, 23. (Ρόυτερ). — Αἱ παναμαϊκαὶ ἀρχαὶ ἀνεκοίνωσαν ὅτι ὁ τέως διπλωμάτης Ρομπέρτο Ἀρίας, σύζυγος τῆς πρίμα μπαλλαρίνας τοῦ βασιλικοῦ μπαλλέτου Μάργκοτ Φοντάιην, κατηγορεῖται ὡς λαθρέμπορος οἰνοπνευματωδῶν ποτῶν.: [597, 320, 768, 411]
subhead: ΠΟΙΟΣ ΘΑ ΠΛΗΡΩΣΗ: [1360, 656, 1456, 666]
paragraph: ΚΡΑΚΟΒΙΑ, 23. (Ἀσσοσ. Πρές). — Ἡ ἑβδομαδιαία λαϊκὴ ἐφημερὶς τῆς καθολικῆς ἐκκλησίας ἐδημοσίευσε σήμερον ἄρθρον εἰς τὸ ὁποῖον ὑποστηρίζεται ὅτι ἡ Πολωνία οὐδέποτε ἐκαλλιέργησε τὸ πνεῦμα τοῦ ἀντισημιτισμοῦ.: [9, 1631, 194, 1710]
paragraph: ΑΘΗΝΑΙ, 23. — Ὑπὸ ὀργάνων τῆς Ὑπηρεσίας Ἠθῶν ἐξηρθρώθησαν δύο νέα «μυστικά» διαφθορείας εἰς τὰς Ἀθήνας. Ἡ σύνδεσις ἐγίνετο τηλεφωνικῶς.: [597, 2151, 768, 2207]
paragraph: Συνελήφθησαν ὑπὸ ὀργάνων τῆς Ἀσφαλείας καὶ παρεπέμφθησαν εἰς δίκην διὰ μαστροπείαν.: [960, 1507, 1122, 1551]
paragraph: Τὸ Συμβούλιον ἔχει ὑπ' ὄψει τὸ πρωτόκολλον κακοτεχνίας καὶ τὰ στοιχεῖα τῶν ἐργαστηριακῶν ἐλέγχων.: [1075, 509, 1188, 587]
vembo-portrait-photo: [265, 466, 576, 995]
divider: [597, 599, 949, 601]
russia-article: [597, 1088, 949, 1400]
mystika-subhead: Η «ΔΙΚΤΥΩΣΙΣ» ΕΓΙΝΕΤΟ ΑΠΟ ΤΗΛΕΦΩΝΟΥ: [613, 1818, 933, 1835]
paragraph: ΚΩΝΠΟΛΙΣ, 23. — Ὁ πρίγκηψ Ἀλῆ Χάν ἀναμένεται εἰς τὴν Ἄγκυραν ἐντὸς τῶν προσεχῶν ἡμερῶν.: [1319, 1359, 1497, 1392]
subhead: ΔΕΝ ΠΤΑΙΟΥΝ ΟΙ ΠΟΛΩΝΟΙ: [426, 1631, 552, 1642]
divider: [597, 987, 949, 989]
paragraph: ΜΟΣΧΑ, 22. (Ἀσσ. Πρές). — Συνεστήθη εἰς τὴν Σοβιετικὴν Ἕνωσιν ὑπουργεῖον ἐπιβλέψεως τοῦ κινηματογράφου.: [597, 1521, 768, 1566]
paragraph: Τὸ ἀνωτέρω πρόβλημα ἀπασχολεῖ σοβαρῶς τὴν Ὑπηρεσίαν Τουρισμοῦ καὶ τὰς ἀρμοδίους ἀρχάς.: [960, 1708, 1122, 1753]
agha-box: [1314, 1322, 1503, 1444]
saigon-deck: ΕΠΤΑ ΝΕΚΡΟΙ — 100 ΤΡΑΥΜΑΤΙΑΙ: [209, 1852, 382, 1865]
paragraph: Τὸ τραγοῦδι της ἔζησε εἰς τὴν ψυχὴν τῶν Ἑλλήνων, καὶ ὅλοι ἐνθυμοῦνται τὰς ἡμέρας ἐκείνας ποὺ ἡ Βέμπο ἦταν ἡ φωνὴ τοῦ λαοῦ.: [9, 781, 255, 815]
panama-article: [597, 225, 949, 594]
paragraph: Τὸ Τεχνικὸν Συμβούλιον γνωμοδοτεῖ ὅτι αἱ ἀντιρρήσεις τοῦ ἐργολάβου πρέπει νὰ ἀπορριφθοῦν ὡς ἀβάσιμοι.: [1136, 1615, 1309, 1659]
mystika-deck: Ἐξεδίδοντο εἰς εὐπόρους μεσήλικας νεάνιδες ὑπανδροι καὶ ἐξ ἐπαρχιῶν: [618, 1787, 928, 1816]
mystika-article: [597, 1839, 949, 2453]
vembo-kicker: Η ΤΡΑΓΟΥΔΙΣΤΡΙΑ - ΘΡΥΛΟΣ ΔΙΑ ΤΗΝ ΕΛΛΑΔΑ: [90, 60, 501, 79]
subhead: Η ΕΚΤΑΣΙΣ ΤΗΣ ΚΑΚΟΤΕΧΝΙΑΣ: [971, 1771, 1111, 1781]
paragraph: ΣΕΡΡΑΙ, 22. — Ὁ δήμαρχος Σερρῶν κ. Στ. Σταυρίδης, ὁ ὁποῖος ἐκλήθη εἰς νέαν ἀπολογίαν, κατήγγειλεν ὅτι τοῦτο ἔγινε διὰ νὰ μὴ μετάσχῃ τῶν ἑορτῶν τῆς ἀπελευθερώσεως τῆς πόλεως.: [778, 698, 949, 766]
paragraph: «Ἀλλάξατε σὲ πολλά», λέγει ἡ κ. Βέμπο. «Ἡ Θεσσαλονίκη ὅμως μένει πάντοτε ἡ ἴδια γιὰ μένα».: [265, 1114, 419, 1149]
paragraph: ΒΟΛΟΣ, 23. — Ἐδικάσθη ὁ πρόεδρος τοῦ Ἐργατικοῦ Κέντρου Βόλου καὶ κατεδικάσθη εἰς φυλάκισιν.: [1142, 907, 1303, 952]
vembo-deck-1: ΑΠ' ΕΔΩ ΗΡΧΙΣΕ ΤΗΝ ΣΤΑΔΙΟΔΡΟΜΙΑΝ ΤΗΣ, ΕΔΩ ΕΔΕΧΘΗ ΤΑ ΠΡΩΤΑ ΧΕΙΡΟΚΡΟΤΗΜΑΤΑ ΚΑΙ ΕΔΩ ΣΚΕΠΤΕΤΑΙ ΝΑ ΤΗΝ ΤΕΡΜΑΤΙΣΗ: [41, 299, 550, 371]
paragraph: «Ἀλλάξατε σὲ πολλά», λέγει ἡ κ. Βέμπο. «Ἡ Θεσσαλονίκη ὅμως μένει πάντοτε ἡ ἴδια γιὰ μένα».: [9, 821, 255, 843]
panama-subhead: ΠΡΟΚΕΙΤΑΙ ΠΕΡΙ ΣΚΕΥΩΡΙΑΣ ΤΩΝ ΑΝΤΙΠΑΛΩΝ;: [597, 206, 949, 221]
column-panama: [597, 57, 949, 2453]
paragraph: Ἐκ τῆς νομαρχίας Θεσσαλονίκης ἀνεκοινώθη τὸ πλῆρες κείμενον τῆς γνωματεύσεως τοῦ Τεχνικοῦ Συμβουλίου διὰ τὴν ὁδὸν Μοναστηρίου, διὰ τῆς ὁποίας ἀπορρίπτονται αἱ ἀντιρρήσεις τοῦ ἐργολάβου.: [1196, 594, 1309, 717]
paragraph: ΛΟΝΔΙΝΟΝ, 23. (Ἀσσ. Πρές). — Ἡ Μάργκοτ Φοντάιην ἐδήλωσεν ὅτι ἡ σύλληψις τοῦ συζύγου της ὀφείλεται εἰς πολιτικοὺς λόγους.: [597, 224, 949, 505]
monastiriou-signatories-article: [1314, 378, 1503, 783]
fund-box: [1314, 1450, 1503, 1595]
paragraph: ΠΟΛΙΣ ΤΟΥ ΠΑΝΑΜΑ, 23. (Ρόυτερ). — Αἱ παναμαϊκαὶ ἀρχαὶ ἀνεκοίνωσαν ὅτι ὁ τέως διπλωμάτης Ρομπέρτο Ἀρίας, σύζυγος τῆς πρίμα μπαλλαρίνας τοῦ βασιλικοῦ μπαλλέτου Μάργκοτ Φοντάιην, κατηγορεῖται ὡς λαθρέμπορος οἰνοπνευματωδῶν ποτῶν.: [778, 252, 949, 343]
paragraph: Πλημμυρισμένη ἀπὸ ἀναμνήσεις καὶ βαθειὰ συγκινημένη, ἦλθε πάλιν στὴν Θεσσαλονίκη ἡ Σοφία Βέμπο, ἡ μεγάλη μας τραγουδίστρια, ποὺ θὰ μείνῃ πάντοτε, ὄχι μόνο ἕνα καλλιτεχνικὸ μέγεθος, ἀλλὰ ἕνα θρύλος.: [9, 466, 255, 523]
paragraph: Τὸ Συμβούλιον ἔχει ὑπ' ὄψει τὸ πρωτόκολλον κακοτεχνίας καὶ τὰ στοιχεῖα τῶν ἐργαστηριακῶν ἐλέγχων.: [1075, 724, 1188, 803]
paragraph: Ἐκ τῆς νομαρχίας Θεσσαλονίκης ἀνεκοινώθη τὸ πλῆρες κείμενον τῆς γνωματεύσεως τοῦ Τεχνικοῦ Συμβουλίου διὰ τὴν ὁδὸν Μοναστηρίου, διὰ τῆς ὁποίας ἀπορρίπτονται αἱ ἀντιρρήσεις τοῦ ἐργολάβου.: [1136, 1478, 1309, 1557]
column-monastiriou: [954, 57, 1503, 311]
paragraph: Τὸ τραγοῦδι της ἔζησε εἰς τὴν ψυχὴν τῶν Ἑλλήνων, καὶ ὅλοι ἐνθυμοῦνται τὰς ἡμέρας ἐκείνας ποὺ ἡ Βέμπο ἦταν ἡ φωνὴ τοῦ λαοῦ.: [9, 1081, 255, 1115]
heraklion-box: [954, 1320, 1127, 1464]
paragraph: ΣΕΡΡΑΙ, 22. — Ὁ δήμαρχος Σερρῶν κ. Στ. Σταυρίδης, ὁ ὁποῖος ἐκλήθη εἰς νέαν ἀπολογίαν, κατήγγειλεν ὅτι τοῦτο ἔγινε διὰ νὰ μὴ μετάσχῃ τῶν ἑορτῶν τῆς ἀπελευθερώσεως τῆς πόλεως.: [597, 698, 768, 766]
paragraph: ΗΡΑΚΛΕΙΟΝ, 23. — Συνελήφθη ὑπὸ τῆς Ἀσφαλείας ἄτομον τὸ ὁποῖον παρουσιαζόμενον ὡς θειάρχης διέπραττεν ἀπάτας.: [960, 1356, 1122, 1401]
vembo-headline-3: καὶ τῆς ἀπευθύνει «μεγάλο εὐχαριστῶ»: [90, 212, 501, 294]
paragraph: ΚΡΑΚΟΒΙΑ, 23. (Ἀσσοσ. Πρές). — Ἡ ἑβδομαδιαία λαϊκὴ ἐφημερὶς τῆς καθολικῆς ἐκκλησίας ἐδημοσίευσε σήμερον ἄρθρον εἰς τὸ ὁποῖον ὑποστηρίζεται ὅτι ἡ Πολωνία οὐδέποτε ἐκαλλιέργησε τὸ πνεῦμα τοῦ ἀντισημιτισμοῦ.: [9, 1900, 194, 1979]
column-vembo: [9, 57, 581, 2160]
paragraph: ΑΘΗΝΑΙ, 23. — Ὑπὸ ὀργάνων τῆς Ὑπηρεσίας Ἠθῶν ἐξηρθρώθησαν δύο νέα «μυστικά» διαφθορείας εἰς τὰς Ἀθήνας. Ἡ σύνδεσις ἐγίνετο τηλεφωνικῶς.: [778, 1839, 949, 1895]
paragraph: ΑΘΗΝΑΙ, 23. — Ὑπὸ ὀργάνων τῆς Ὑπηρεσίας Ἠθῶν ἐξηρθρώθησαν δύο νέα «μυστικά» διαφθορείας εἰς τὰς Ἀθήνας. Ἡ σύνδεσις ἐγίνετο τηλεφωνικῶς.: [778, 2088, 949, 2145]
paragraph: Ἡ Θεσσαλονίκη, λέγει ἡ Σοφία Βέμπο, εἶναι ἡ πόλις ποὺ πάντοτε μὲ περιμένει. Ὅταν ἔρχωμαι ἐδῶ αἰσθάνομαι πὼς γυρίζω στὸ σπίτι μου.: [427, 1273, 581, 1330]
monastiriou-article-continued: [954, 907, 1309, 1314]
paragraph: ΚΡΑΚΟΒΙΑ, 23. (Ἀσσοσ. Πρές). — Ἡ ἑβδομαδιαία λαϊκὴ ἐφημερὶς τῆς καθολικῆς ἐκκλησίας ἐδημοσίευσε σήμερον ἄρθρον εἰς τὸ ὁποῖον ὑποστηρίζεται ὅτι ἡ Πολωνία οὐδέποτε ἐκαλλιέργησε τὸ πνεῦμα τοῦ ἀντισημιτισμοῦ.: [203, 1631, 387, 1710]
paragraph: Ἐκ τῆς νομαρχίας Θεσσαλονίκης ἀνεκοινώθη τὸ πλῆρες κείμενον τῆς γνωματεύσεως τοῦ Τεχνικοῦ Συμβουλίου διὰ τὴν ὁδὸν Μοναστηρίου, διὰ τῆς ὁποίας ἀπορρίπτονται αἱ ἀντιρρήσεις τοῦ ἐργολάβου.: [954, 594, 1067, 717]
paragraph: Πλημμυρισμένη ἀπὸ ἀναμνήσεις καὶ βαθειὰ συγκινημένη, ἦλθε πάλιν στὴν Θεσσαλονίκη ἡ Σοφία Βέμπο, ἡ μεγάλη μας τραγουδίστρια, ποὺ θὰ μείνῃ πάντοτε, ὄχι μόνο ἕνα καλλιτεχνικὸ μέγεθος, ἀλλὰ ἕνα θρύλος.: [9, 849, 255, 906]
paragraph: ΑΘΗΝΑΙ, 23. — Ὑπὸ ὀργάνων τῆς Ὑπηρεσίας Ἠθῶν ἐξηρθρώθησαν δύο νέα «μυστικά» διαφθορείας εἰς τὰς Ἀθήνας. Ἡ σύνδεσις ἐγίνετο τηλεφωνικῶς.: [597, 1839, 768, 1895]
paragraph: Τὸ τραγοῦδι της ἔζησε εἰς τὴν ψυχὴν τῶν Ἑλλήνων, καὶ ὅλοι ἐνθυμοῦνται τὰς ἡμέρας ἐκείνας ποὺ ἡ Βέμπο ἦταν ἡ φωνὴ τοῦ λαοῦ.: [9, 568, 255, 602]
paragraph: ΣΑΙΓΚΟΝ, 23. (Ἀσσ. Πρές). — Πυρκαϊὰ κατέστρεψε σήμερον μίαν ὁλόκληρον συνοικίαν τῆς Σαϊγκόν. Ἑπτὰ ἄνθρωποι ἐφονεύθησαν καὶ ἑκατὸν ἐτραυματίσθησαν.: [209, 1930, 382, 1987]
paragraph: Ἐκ τῆς νομαρχίας Θεσσαλονίκης ἀνεκοινώθη τὸ πλῆρες κείμενον τῆς γνωματεύσεως τοῦ Τεχνικοῦ Συμβουλίου διὰ τὴν ὁδὸν Μοναστηρίου, διὰ τῆς ὁποίας ἀπορρίπτονται αἱ ἀντιρρήσεις τοῦ ἐργολάβου.: [1136, 1666, 1309, 1744]
divider: [597, 1406, 949, 1408]
monastiriou-kicker: Πῶς αἰτιολογεῖται ἡ νομαρχιακὴ ἀπόφασις: [1028, 60, 1429, 81]
paragraph: ΑΘΗΝΑΙ, 23. — Ὑπὸ ὀργάνων τῆς Ὑπηρεσίας Ἠθῶν ἐξηρθρώθησαν δύο νέα «μυστικά» διαφθορείας εἰς τὰς Ἀθήνας. Ἡ σύνδεσις ἐγίνετο τηλεφωνικῶς.: [778, 1901, 949, 1958]
subhead: ΤΟ ΑΠΟΚΤΥΤΕΙΣΟΝ ΔΙΚΤΥΟΝ: [1155, 970, 1290, 980]
paragraph: Τὸ Τεχνικὸν Συμβούλιον γνωμοδοτεῖ ὅτι αἱ ἀντιρρήσεις τοῦ ἐργολάβου πρέπει νὰ ἀπορριφθοῦν ὡς ἀβάσιμοι.: [1136, 1427, 1309, 1472]
subhead: ΚΑΛΛΙΤΕΧΝΙΚΗ ΤΗΣ ΠΑΤΡΙΔΑ: [64, 676, 200, 687]
paragraph: Δημοσιεύεται ἡ γνωμάτευσις διὰ νὰ πληροφορηθῇ τὸ κοινὸν τὰ τοῦ ζητήματος.: [1314, 670, 1503, 703]
vembo-deck-2: ΒΑΘΥΤΑΤΑ ΣΥΓΚΕΚΙΝΗΜΕΝΗ ΑΦΗΓΕΙΤΑΙ ΠΩΣ ΠΡΩΤΟΤΡΑΓΟΥΔΗΣΕ ΕΙΣ ΤΗΝ "ΑΣΤΟΡΙΑ Β" ΚΑΙ ΠΟΣΟΝ ΘΕΡΜΑ ΤΗΝ ΥΠΕΔΕΧΘΗ ΤΟ ΚΟΙΝΟΝ: [33, 375, 558, 434]
agha-headline: Ο ΥΙΟΣ ΤΟΥ ΑΓΑ ΧΑΝ ΑΝΑΜΕΝΕΤΑΙ ΕΙΣ ΤΗΝ ΑΓΚΥΡΑΝ: [1327, 1334, 1489, 1356]
paragraph: ΣΕΡΡΑΙ, 22. — Ὁ δήμαρχος Σερρῶν κ. Στ. Σταυρίδης, ὁ ὁποῖος ἐκλήθη εἰς νέαν ἀπολογίαν, κατήγγειλεν ὅτι τοῦτο ἔγινε διὰ νὰ μὴ μετάσχῃ τῶν ἑορτῶν τῆς ἀπελευθερώσεως τῆς πόλεως.: [778, 845, 949, 913]
film-article: [597, 1470, 949, 1650]
vembo-headline-1: Ἡ Σοφ. Βέμπο θεωρεῖ τὴν Θεσσαλονίκην: [95, 85, 495, 167]
paragraph: ΚΡΑΚΟΒΙΑ, 23. (Ἀσσοσ. Πρές). — Ἡ ἑβδομαδιαία λαϊκὴ ἐφημερὶς τῆς καθολικῆς ἐκκλησίας ἐδημοσίευσε σήμερον ἄρθρον εἰς τὸ ὁποῖον ὑποστηρίζεται ὅτι ἡ Πολωνία οὐδέποτε ἐκαλλιέργησε τὸ πνεῦμα τοῦ ἀντισημιτισμοῦ.: [9, 1801, 194, 1880]
paragraph: Ὁ ἀντιπρόεδρος τοῦ Ἐράνου ἀνεκοίνωσεν ὅτι ὁ ἐφετεινὸς ἔρανος θὰ διεξαχθῇ κατὰ τὸ προσεχὲς διάστημα.: [1319, 1487, 1497, 1531]
mystika-kicker: Διευθύνοντο ὑπὸ "γνωστῶν" μαστροπῶν: [654, 1662, 892, 1678]
paragraph: ΛΟΝΔΙΝΟΝ, 23. (Ἀσσ. Πρές). — Ἡ Μάργκοτ Φοντάιην ἐδήλωσεν ὅτι ἡ σύλληψις τοῦ συζύγου της ὀφείλεται εἰς πολιτικοὺς λόγους.: [597, 417, 768, 462]
paragraph: ΛΟΝΔΙΝΟΝ, 23. (Ἀσσ. Πρές). — Ἡ Μάργκοτ Φοντάιην ἐδήλωσεν ὅτι ἡ σύλληψις τοῦ συζύγου της ὀφείλεται εἰς πολιτικοὺς λόγους.: [778, 349, 949, 394]
divider: [597, 1655, 949, 1657]
signatories: Ν. ΔΗΜΗΤΡΟΠΟΥΛΟΣ, Γ. ΒΕΡΓΟΣ, Γ. ΤΑΝΤΟΣ, ΙΩΑΝ. ΚΑΒΒΑΔΑΣ: [1326, 628, 1490, 649]
